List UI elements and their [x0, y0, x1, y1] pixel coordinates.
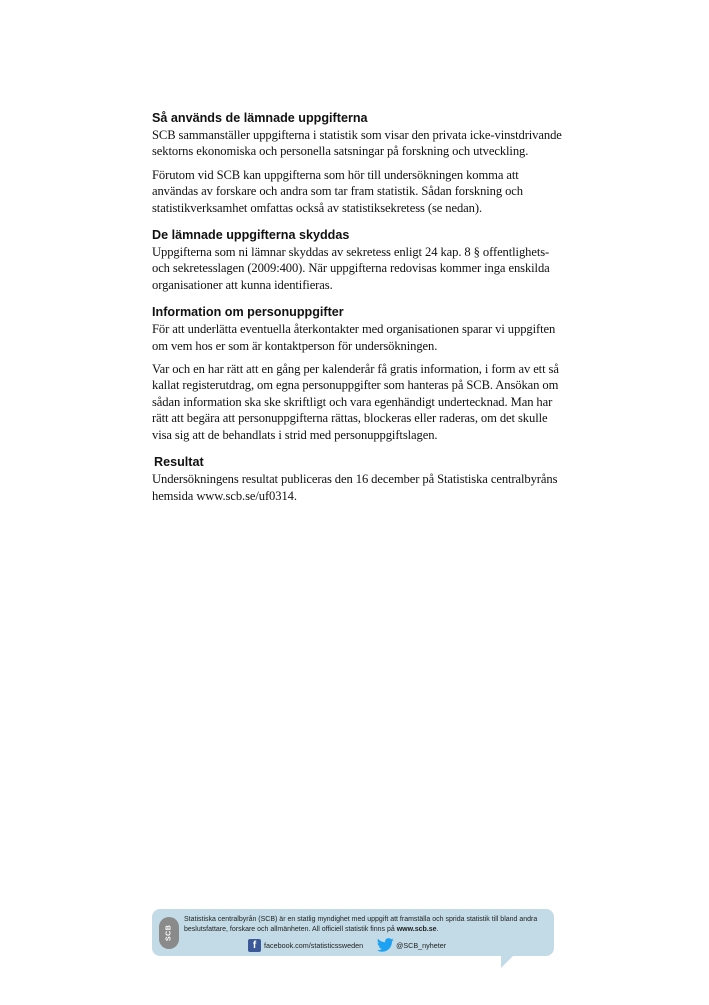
document-body — [152, 111, 562, 516]
section-personal-data — [152, 305, 562, 443]
paragraph: SCB sammanställer uppgifterna i statistik som visar den privata icke-vinstdrivande sektorns ekonomiska och personella satsningar på forskning och utveckling. — [152, 128, 562, 159]
twitter-link[interactable]: @SCB_nyheter — [396, 940, 447, 950]
twitter-icon — [377, 938, 394, 952]
section-heading: Resultat — [154, 455, 204, 470]
paragraph: Undersökningens resultat publiceras den 16 december på Statistiska centralbyråns hemsida www.scb.se/uf0314. — [152, 472, 558, 503]
footer-site-link[interactable]: www.scb.se — [396, 926, 437, 933]
section-heading: Så används de lämnade uppgifterna — [152, 111, 368, 125]
footer-description: Statistiska centralbyrån (SCB) är en statlig myndighet med uppgift att framställa och sprida statistik till bland andra beslutsfattare, forskare och allmänheten. All officiell statistik finns på — [184, 916, 538, 933]
scb-logo: SCB — [159, 917, 179, 949]
footer-social — [248, 938, 446, 952]
paragraph: Förutom vid SCB kan uppgifterna som hör till undersökningen komma att användas av forskare och andra som tar fram statistik. Sådan forskning och statistikverksamhet omfattas också av statistiksekretess (se nedan). — [152, 167, 523, 215]
speech-bubble-tail — [501, 954, 515, 968]
section-results — [152, 455, 562, 504]
section-usage — [152, 111, 562, 216]
paragraph: För att underlätta eventuella återkontakter med organisationen sparar vi uppgiften om vem hos er som är kontaktperson för undersökningen. — [152, 322, 556, 353]
facebook-icon: f — [248, 939, 261, 952]
section-heading: De lämnade uppgifterna skyddas — [152, 228, 350, 243]
section-protection — [152, 228, 562, 293]
footer-text-end: . — [436, 926, 439, 933]
paragraph: Uppgifterna som ni lämnar skyddas av sekretess enligt 24 kap. 8 § offentlighets- och sekretesslagen (2009:400). När uppgifterna redovisas kommer inga enskilda organisationer att kunna identifieras. — [152, 245, 550, 292]
section-heading: Information om personuppgifter — [152, 305, 344, 320]
paragraph: Var och en har rätt att en gång per kalenderår få gratis information, i form av ett så kallat registerutdrag, om egna personuppgifter som hanteras på SCB. Ansökan om sådan information ska ske skriftligt och vara egenhändigt undertecknad. Man har rätt att begära att personuppgifterna rättas, blockeras eller raderas, om det skulle visa sig att de behandlats i strid med personuppgiftslagen. — [152, 362, 559, 442]
footer-text — [184, 915, 548, 935]
footer-banner — [152, 909, 554, 956]
facebook-link[interactable]: facebook.com/statisticssweden — [264, 940, 364, 950]
